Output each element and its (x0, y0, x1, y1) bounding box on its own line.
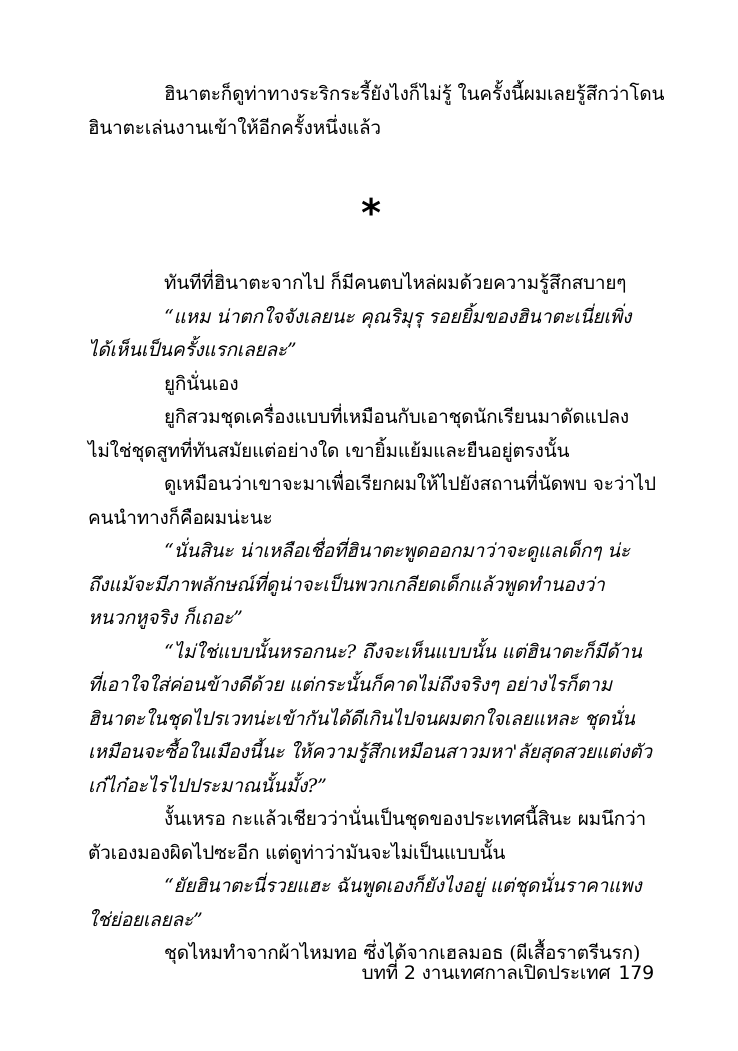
line-text: ฮินาตะเล่นงานเข้าให้อีกครั้งหนึ่งแล้ว (88, 116, 381, 139)
paragraph (88, 803, 654, 870)
line-text: “นั่นสินะ น่าเหลือเชื่อที่ฮินาตะพูดออกมาว่าจะดูแลเด็กๆ น่ะ (164, 540, 630, 562)
page-footer (88, 958, 654, 988)
dialogue-paragraph (88, 535, 654, 636)
line-text: ทันทีที่ฮินาตะจากไป ก็มีคนตบไหล่ผมด้วยความรู้สึกสบายๆ (164, 272, 627, 294)
paragraph-top (88, 78, 665, 145)
text-line (88, 904, 654, 938)
line-text: ยูกิสวมชุดเครื่องแบบที่เหมือนกับเอาชุดนักเรียนมาดัดแปลง (164, 406, 629, 428)
paragraph (88, 78, 665, 145)
chapter-title: บทที่ 2 งานเทศกาลเปิดประเทศ (361, 962, 611, 984)
text-line (88, 78, 665, 112)
line-text: ชุดไหมทำจากผ้าไหมทอ ซึ่งได้จากเฮลมอธ (ผีเสื้อราตรีนรก) (164, 942, 641, 964)
line-text: งั้นเหรอ กะแล้วเชียวว่านั่นเป็นชุดของประเทศนี้สินะ ผมนึกว่า (164, 808, 647, 830)
text-line (88, 301, 654, 335)
line-text: ถึงแม้จะมีภาพลักษณ์ที่ดูน่าจะเป็นพวกเกลียดเด็กแล้วพูดทำนองว่า (88, 573, 605, 596)
text-line (88, 669, 654, 703)
paragraph (88, 468, 654, 535)
text-line (88, 267, 654, 301)
line-text: ที่เอาใจใส่ค่อนข้างดีด้วย แต่กระนั้นก็คาดไม่ถึงจริงๆ อย่างไรก็ตาม (88, 674, 612, 696)
line-text: ดูเหมือนว่าเขาจะมาเพื่อเรียกผมให้ไปยังสถานที่นัดพบ จะว่าไป (164, 473, 656, 495)
text-line (88, 368, 654, 402)
paragraph (88, 401, 654, 468)
dialogue-paragraph (88, 870, 654, 937)
line-text: คนนำทางก็คือผมน่ะนะ (88, 506, 273, 529)
line-text: ฮินาตะก็ดูท่าทางระริกระรี้ยังไงก็ไม่รู้ ในครั้งนี้ผมเลยรู้สึกว่าโดน (164, 83, 665, 105)
paragraph (88, 368, 654, 402)
text-line (88, 535, 654, 569)
text-line (88, 112, 654, 146)
text-line (88, 703, 654, 737)
page-body (88, 78, 665, 971)
text-line (88, 334, 654, 368)
line-text: หนวกหูจริง ก็เถอะ” (88, 607, 243, 629)
line-text: “ไม่ใช่แบบนั้นหรอกนะ? ถึงจะเห็นแบบนั้น แต่ฮินาตะก็มีด้าน (164, 640, 642, 663)
line-text: “ยัยฮินาตะนี่รวยแฮะ ฉันพูดเองก็ยังไงอยู่ แต่ชุดนั่นราคาแพง (164, 875, 642, 897)
text-line (88, 569, 654, 603)
dialogue-paragraph (88, 301, 654, 368)
text-line (88, 435, 654, 469)
paragraph (88, 267, 654, 301)
text-line (88, 602, 654, 636)
page-number: 179 (618, 962, 654, 984)
line-text: “แหม น่าตกใจจังเลยนะ คุณริมุรุ รอยยิ้มของฮินาตะเนี่ยเพิ่ง (164, 305, 632, 328)
text-line (88, 468, 654, 502)
text-line (88, 401, 654, 435)
line-text: ได้เห็นเป็นครั้งแรกเลยละ” (88, 339, 297, 361)
text-line (88, 502, 654, 536)
line-text: ตัวเองมองผิดไปซะอีก แต่ดูท่าว่ามันจะไม่เป็นแบบนั้น (88, 841, 506, 864)
line-text: ใช่ย่อยเลยละ” (88, 908, 203, 931)
text-line (88, 636, 654, 670)
text-line (88, 837, 654, 871)
line-text: ยูกินั่นเอง (164, 372, 239, 395)
scene-separator: * (361, 191, 381, 235)
line-text: ฮินาตะในชุดไปรเวทน่ะเข้ากันได้ดีเกินไปจนผมตกใจเลยแหละ ชุดนั่น (88, 707, 635, 730)
paragraph-list (88, 267, 654, 971)
line-text: ไม่ใช่ชุดสูทที่ทันสมัยแต่อย่างใด เขายิ้มแย้มและยืนอยู่ตรงนั้น (88, 439, 570, 462)
text-line (88, 803, 654, 837)
text-line (88, 870, 654, 904)
line-text: เก๋ไก๋อะไรไปประมาณนั้นมั้ง?” (88, 774, 327, 797)
dialogue-paragraph (88, 636, 654, 804)
line-text: เหมือนจะซื้อในเมืองนี้นะ ให้ความรู้สึกเหมือนสาวมหา'ลัยสุดสวยแต่งตัว (88, 741, 652, 763)
text-line (88, 770, 654, 804)
text-line (88, 736, 654, 770)
